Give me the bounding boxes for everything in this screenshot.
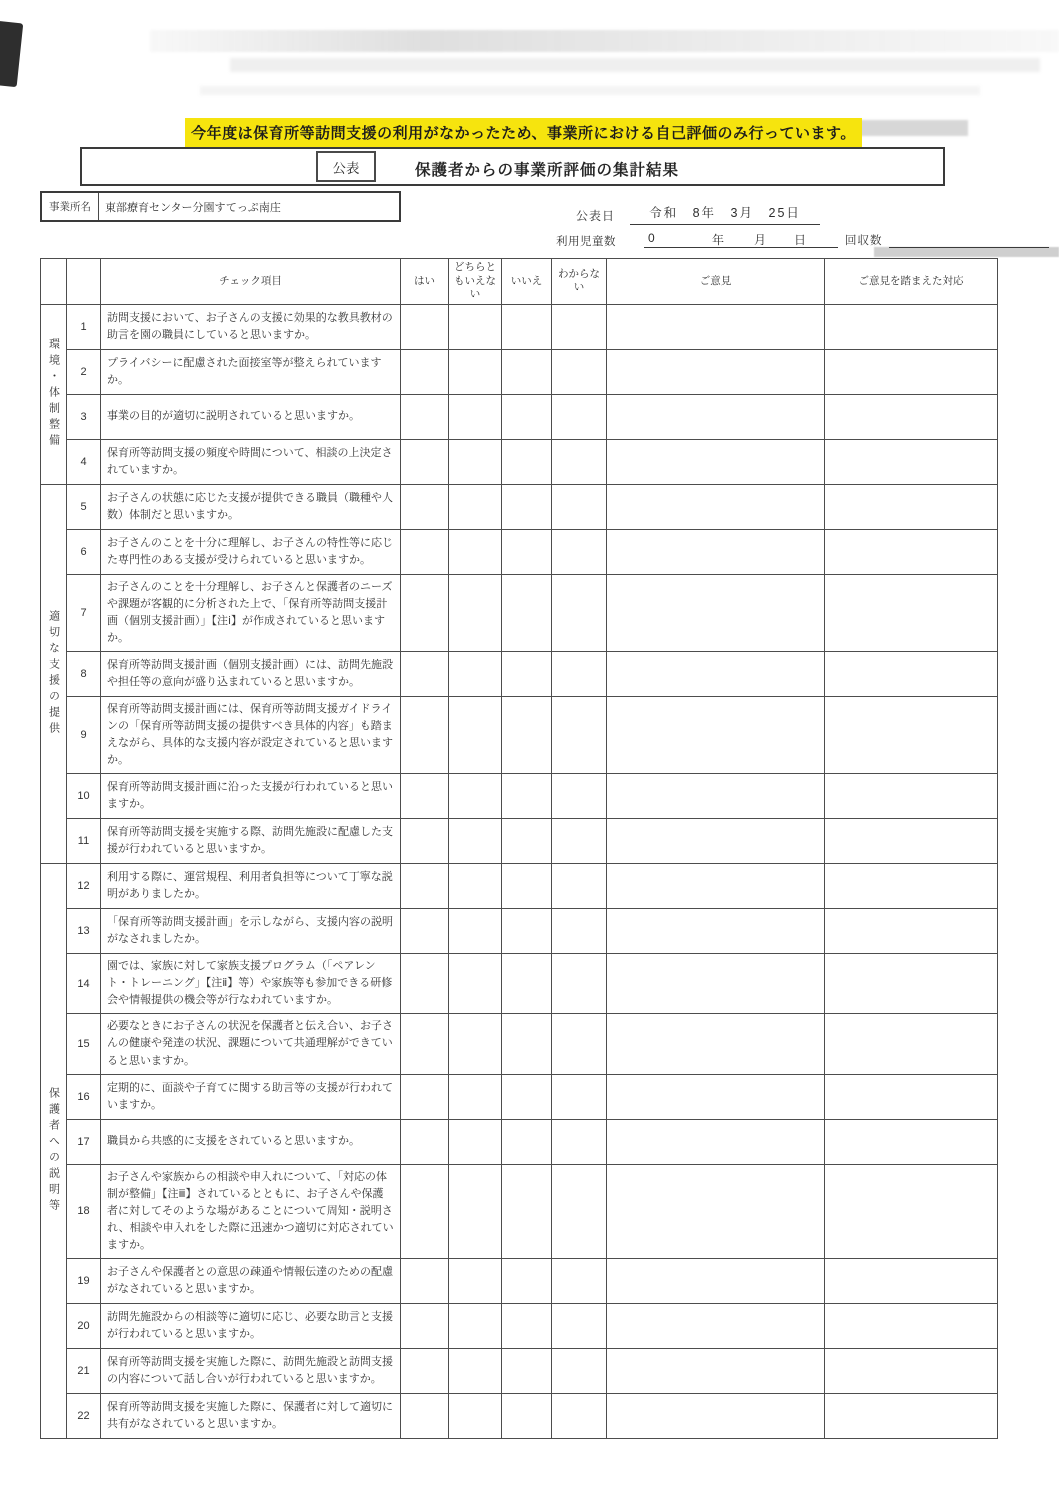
- row-number: 3: [67, 394, 101, 439]
- check-item-text: プライバシーに配慮された面接室等が整えられていますか。: [101, 349, 401, 394]
- table-row: [41, 304, 998, 349]
- response-cell: [825, 697, 998, 774]
- opinion-cell: [607, 484, 825, 529]
- response-cell: [825, 1014, 998, 1074]
- response-cell: [825, 1393, 998, 1438]
- row-number: 21: [67, 1348, 101, 1393]
- publish-stamp-label: 公表: [332, 160, 360, 176]
- answer-cell-no: [502, 697, 552, 774]
- answer-cell-yes: [401, 864, 449, 909]
- scan-artifact-streak: [230, 58, 1040, 72]
- table-row: [41, 1348, 998, 1393]
- answer-cell-yes: [401, 439, 449, 484]
- answer-cell-no: [502, 1393, 552, 1438]
- notice-text: 今年度は保育所等訪問支援の利用がなかったため、事業所における自己評価のみ行っています。: [191, 125, 856, 142]
- answer-cell-yes: [401, 1014, 449, 1074]
- answer-cell-unknown: [552, 439, 607, 484]
- row-number: 22: [67, 1393, 101, 1438]
- answer-cell-neither: [449, 1164, 502, 1258]
- table-row: [41, 349, 998, 394]
- table-row: [41, 1258, 998, 1303]
- answer-cell-neither: [449, 1348, 502, 1393]
- row-number: 5: [67, 484, 101, 529]
- answer-cell-yes: [401, 1074, 449, 1119]
- publish-date-value: 令和 8年 3月 25日: [630, 203, 820, 225]
- check-item-text: 職員から共感的に支援をされていると思いますか。: [101, 1119, 401, 1164]
- answer-cell-yes: [401, 1258, 449, 1303]
- column-header: はい: [401, 259, 449, 305]
- check-item-text: 利用する際に、運営規程、利用者負担等について丁寧な説明がありましたか。: [101, 864, 401, 909]
- answer-cell-unknown: [552, 954, 607, 1014]
- column-header: [41, 259, 67, 305]
- opinion-cell: [607, 954, 825, 1014]
- table-row: [41, 529, 998, 574]
- response-cell: [825, 1348, 998, 1393]
- opinion-cell: [607, 909, 825, 954]
- check-item-text: 定期的に、面談や子育てに関する助言等の支援が行われていますか。: [101, 1074, 401, 1119]
- row-number: 2: [67, 349, 101, 394]
- row-number: 1: [67, 304, 101, 349]
- answer-cell-neither: [449, 1119, 502, 1164]
- answer-cell-unknown: [552, 774, 607, 819]
- row-number: 11: [67, 819, 101, 864]
- answer-cell-no: [502, 304, 552, 349]
- check-item-text: 訪問先施設からの相談等に適切に応じ、必要な助言と支援が行われていると思いますか。: [101, 1303, 401, 1348]
- answer-cell-no: [502, 394, 552, 439]
- answer-cell-yes: [401, 349, 449, 394]
- answer-cell-neither: [449, 1393, 502, 1438]
- check-item-text: お子さんや家族からの相談や申入れについて、「対応の体制が整備」【注ⅲ】されているとともに、お子さんや保護者に対してそのような場があることについて周知・説明され、相談や申入れをした際に迅速かつ適切に対応されていますか。: [101, 1164, 401, 1258]
- answer-cell-neither: [449, 864, 502, 909]
- opinion-cell: [607, 1164, 825, 1258]
- opinion-cell: [607, 1303, 825, 1348]
- table-row: [41, 439, 998, 484]
- header-row: [41, 259, 998, 305]
- opinion-cell: [607, 394, 825, 439]
- row-number: 16: [67, 1074, 101, 1119]
- check-item-text: 必要なときにお子さんの状況を保護者と伝え合い、お子さんの健康や発達の状況、課題について共通理解ができていると思いますか。: [101, 1014, 401, 1074]
- scan-artifact-corner: [0, 21, 23, 87]
- answer-cell-no: [502, 909, 552, 954]
- response-cell: [825, 529, 998, 574]
- answer-cell-yes: [401, 304, 449, 349]
- answer-cell-no: [502, 954, 552, 1014]
- answer-cell-unknown: [552, 652, 607, 697]
- collected-count-label: 回収数: [845, 235, 883, 247]
- answer-cell-unknown: [552, 394, 607, 439]
- column-header: [67, 259, 101, 305]
- answer-cell-yes: [401, 529, 449, 574]
- answer-cell-neither: [449, 954, 502, 1014]
- answer-cell-no: [502, 484, 552, 529]
- usage-count-value: 0: [648, 231, 655, 245]
- answer-cell-unknown: [552, 1119, 607, 1164]
- table-row: [41, 1393, 998, 1438]
- answer-cell-neither: [449, 484, 502, 529]
- answer-cell-unknown: [552, 1014, 607, 1074]
- column-header: ご意見を踏まえた対応: [825, 259, 998, 305]
- row-number: 18: [67, 1164, 101, 1258]
- check-item-text: 事業の目的が適切に説明されていると思いますか。: [101, 394, 401, 439]
- column-header: わからない: [552, 259, 607, 305]
- answer-cell-yes: [401, 819, 449, 864]
- response-cell: [825, 439, 998, 484]
- answer-cell-neither: [449, 349, 502, 394]
- publish-date-label: 公表日: [576, 209, 616, 223]
- opinion-cell: [607, 819, 825, 864]
- answer-cell-unknown: [552, 529, 607, 574]
- table-row: [41, 1303, 998, 1348]
- notice-banner: [185, 118, 862, 147]
- row-number: 13: [67, 909, 101, 954]
- answer-cell-no: [502, 574, 552, 651]
- answer-cell-neither: [449, 697, 502, 774]
- answer-cell-neither: [449, 1014, 502, 1074]
- response-cell: [825, 484, 998, 529]
- table-row: [41, 394, 998, 439]
- check-item-text: 訪問支援において、お子さんの支援に効果的な教具教材の助言を園の職員にしていると思いますか。: [101, 304, 401, 349]
- opinion-cell: [607, 652, 825, 697]
- response-cell: [825, 864, 998, 909]
- answer-cell-no: [502, 864, 552, 909]
- scan-artifact-streak: [856, 120, 968, 136]
- usage-count-label: 利用児童数: [556, 236, 616, 248]
- answer-cell-yes: [401, 484, 449, 529]
- answer-cell-yes: [401, 574, 449, 651]
- column-header: チェック項目: [101, 259, 401, 305]
- column-header: ご意見: [607, 259, 825, 305]
- check-item-text: 保育所等訪問支援計画には、保育所等訪問支援ガイドラインの「保育所等訪問支援の提供すべき具体的内容」も踏まえながら、具体的な支援内容が設定されていると思いますか。: [101, 697, 401, 774]
- category-label: 環境・体制整備: [41, 304, 67, 484]
- answer-cell-no: [502, 1348, 552, 1393]
- check-item-text: 園では、家族に対して家族支援プログラム（「ペアレント・トレーニング」【注ⅱ】等）や家族等も参加できる研修会や情報提供の機会等が行なわれていますか。: [101, 954, 401, 1014]
- answer-cell-no: [502, 1258, 552, 1303]
- page-title: 保護者からの事業所評価の集計結果: [415, 162, 680, 179]
- row-number: 19: [67, 1258, 101, 1303]
- row-number: 10: [67, 774, 101, 819]
- answer-cell-no: [502, 774, 552, 819]
- answer-cell-unknown: [552, 909, 607, 954]
- table-row: [41, 1074, 998, 1119]
- answer-cell-no: [502, 439, 552, 484]
- row-number: 6: [67, 529, 101, 574]
- scan-artifact-streak: [150, 30, 1059, 52]
- answer-cell-unknown: [552, 1348, 607, 1393]
- opinion-cell: [607, 574, 825, 651]
- check-item-text: 保育所等訪問支援を実施する際、訪問先施設に配慮した支援が行われていると思いますか。: [101, 819, 401, 864]
- answer-cell-neither: [449, 774, 502, 819]
- check-item-text: 「保育所等訪問支援計画」を示しながら、支援内容の説明がなされましたか。: [101, 909, 401, 954]
- opinion-cell: [607, 1393, 825, 1438]
- opinion-cell: [607, 1258, 825, 1303]
- answer-cell-yes: [401, 697, 449, 774]
- opinion-cell: [607, 697, 825, 774]
- office-name-value: 東部療育センター分園すてっぷ南庄: [105, 201, 281, 214]
- evaluation-table: [40, 258, 998, 1439]
- response-cell: [825, 574, 998, 651]
- answer-cell-neither: [449, 1074, 502, 1119]
- answer-cell-no: [502, 1014, 552, 1074]
- row-number: 20: [67, 1303, 101, 1348]
- table-row: [41, 774, 998, 819]
- opinion-cell: [607, 439, 825, 484]
- table-row: [41, 484, 998, 529]
- column-header: どちらともいえない: [449, 259, 502, 305]
- check-item-text: 保育所等訪問支援の頻度や時間について、相談の上決定されていますか。: [101, 439, 401, 484]
- opinion-cell: [607, 1119, 825, 1164]
- row-number: 15: [67, 1014, 101, 1074]
- opinion-cell: [607, 864, 825, 909]
- office-name-label: 事業所名: [42, 193, 99, 220]
- answer-cell-neither: [449, 439, 502, 484]
- answer-cell-unknown: [552, 304, 607, 349]
- answer-cell-no: [502, 652, 552, 697]
- table-row: [41, 1014, 998, 1074]
- answer-cell-neither: [449, 304, 502, 349]
- answer-cell-yes: [401, 1119, 449, 1164]
- answer-cell-yes: [401, 1303, 449, 1348]
- row-number: 9: [67, 697, 101, 774]
- opinion-cell: [607, 304, 825, 349]
- answer-cell-no: [502, 349, 552, 394]
- response-cell: [825, 1164, 998, 1258]
- answer-cell-neither: [449, 909, 502, 954]
- response-cell: [825, 819, 998, 864]
- answer-cell-yes: [401, 909, 449, 954]
- answer-cell-yes: [401, 652, 449, 697]
- row-number: 7: [67, 574, 101, 651]
- answer-cell-neither: [449, 1258, 502, 1303]
- office-name-box: [40, 191, 401, 222]
- check-item-text: 保育所等訪問支援を実施した際に、保護者に対して適切に共有がなされていると思いますか。: [101, 1393, 401, 1438]
- check-item-text: 保育所等訪問支援計画に沿った支援が行われていると思いますか。: [101, 774, 401, 819]
- check-item-text: お子さんのことを十分理解し、お子さんと保護者のニーズや課題が客観的に分析された上で、「保育所等訪問支援計画（個別支援計画）」【注ⅰ】が作成されていると思いますか。: [101, 574, 401, 651]
- row-number: 14: [67, 954, 101, 1014]
- response-cell: [825, 1119, 998, 1164]
- opinion-cell: [607, 529, 825, 574]
- answer-cell-yes: [401, 1393, 449, 1438]
- column-header: いいえ: [502, 259, 552, 305]
- answer-cell-neither: [449, 394, 502, 439]
- opinion-cell: [607, 1014, 825, 1074]
- response-cell: [825, 349, 998, 394]
- row-number: 4: [67, 439, 101, 484]
- answer-cell-unknown: [552, 1258, 607, 1303]
- response-cell: [825, 1074, 998, 1119]
- opinion-cell: [607, 774, 825, 819]
- response-cell: [825, 304, 998, 349]
- answer-cell-unknown: [552, 1164, 607, 1258]
- answer-cell-yes: [401, 394, 449, 439]
- table-body: [41, 304, 998, 1438]
- opinion-cell: [607, 1348, 825, 1393]
- table-row: [41, 574, 998, 651]
- answer-cell-unknown: [552, 1303, 607, 1348]
- publish-stamp-box: [316, 151, 376, 182]
- answer-cell-unknown: [552, 1393, 607, 1438]
- answer-cell-unknown: [552, 819, 607, 864]
- answer-cell-no: [502, 819, 552, 864]
- table-row: [41, 819, 998, 864]
- answer-cell-yes: [401, 774, 449, 819]
- response-cell: [825, 394, 998, 439]
- answer-cell-yes: [401, 1348, 449, 1393]
- answer-cell-unknown: [552, 1074, 607, 1119]
- year-unit-label: 年: [712, 233, 725, 247]
- answer-cell-unknown: [552, 574, 607, 651]
- answer-cell-no: [502, 1164, 552, 1258]
- table-row: [41, 1164, 998, 1258]
- answer-cell-neither: [449, 574, 502, 651]
- answer-cell-unknown: [552, 349, 607, 394]
- row-number: 8: [67, 652, 101, 697]
- response-cell: [825, 774, 998, 819]
- answer-cell-no: [502, 1119, 552, 1164]
- answer-cell-unknown: [552, 864, 607, 909]
- answer-cell-yes: [401, 1164, 449, 1258]
- month-unit-label: 月: [754, 233, 767, 247]
- answer-cell-unknown: [552, 697, 607, 774]
- check-item-text: お子さんのことを十分に理解し、お子さんの特性等に応じた専門性のある支援が受けられていると思いますか。: [101, 529, 401, 574]
- opinion-cell: [607, 1074, 825, 1119]
- usage-underline: [644, 230, 838, 248]
- answer-cell-unknown: [552, 484, 607, 529]
- category-label: 適切な支援の提供: [41, 484, 67, 863]
- day-unit-label: 日: [794, 233, 807, 247]
- response-cell: [825, 954, 998, 1014]
- check-item-text: お子さんの状態に応じた支援が提供できる職員（職種や人数）体制だと思いますか。: [101, 484, 401, 529]
- table-row: [41, 1119, 998, 1164]
- scan-artifact-streak: [874, 247, 1059, 257]
- response-cell: [825, 652, 998, 697]
- category-label: 保護者への説明等: [41, 864, 67, 1439]
- row-number: 12: [67, 864, 101, 909]
- answer-cell-yes: [401, 954, 449, 1014]
- table-row: [41, 864, 998, 909]
- scan-artifact-streak: [200, 86, 980, 95]
- answer-cell-neither: [449, 529, 502, 574]
- row-number: 17: [67, 1119, 101, 1164]
- answer-cell-no: [502, 1303, 552, 1348]
- table-row: [41, 697, 998, 774]
- table-row: [41, 652, 998, 697]
- check-item-text: お子さんや保護者との意思の疎通や情報伝達のための配慮がなされていると思いますか。: [101, 1258, 401, 1303]
- answer-cell-neither: [449, 652, 502, 697]
- answer-cell-neither: [449, 1303, 502, 1348]
- check-item-text: 保育所等訪問支援計画（個別支援計画）には、訪問先施設や担任等の意向が盛り込まれていると思いますか。: [101, 652, 401, 697]
- table-row: [41, 954, 998, 1014]
- response-cell: [825, 1258, 998, 1303]
- answer-cell-no: [502, 1074, 552, 1119]
- opinion-cell: [607, 349, 825, 394]
- response-cell: [825, 909, 998, 954]
- answer-cell-neither: [449, 819, 502, 864]
- collected-underline: [889, 230, 1049, 248]
- check-item-text: 保育所等訪問支援を実施した際に、訪問先施設と訪問支援の内容について話し合いが行われていると思いますか。: [101, 1348, 401, 1393]
- response-cell: [825, 1303, 998, 1348]
- table-row: [41, 909, 998, 954]
- answer-cell-no: [502, 529, 552, 574]
